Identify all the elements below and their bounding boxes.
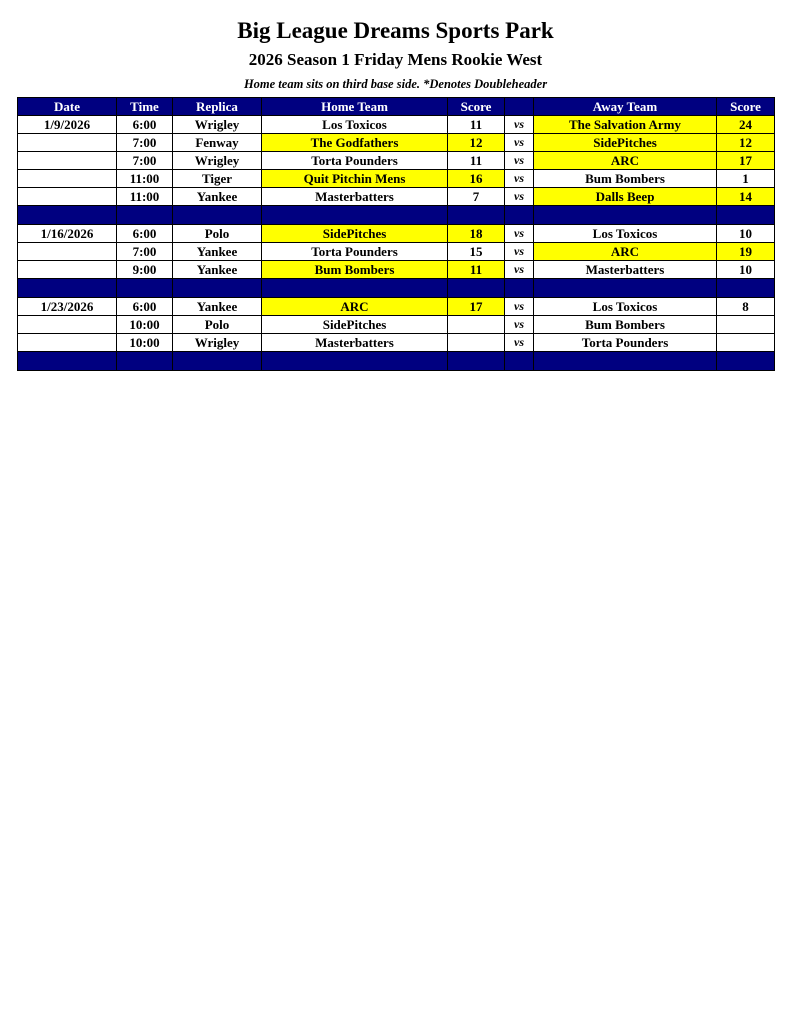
vs-cell: vs: [505, 243, 534, 261]
separator-cell: [18, 206, 117, 225]
table-row: [18, 170, 775, 188]
time-cell: 11:00: [117, 170, 173, 188]
date-cell: [18, 334, 117, 352]
table-row: [18, 116, 775, 134]
away-score-cell: 24: [717, 116, 775, 134]
schedule-table: [17, 97, 775, 371]
separator-cell: [448, 352, 505, 371]
away-team-cell: Los Toxicos: [534, 298, 717, 316]
header-home-team: Home Team: [262, 98, 448, 116]
home-score-cell: 15: [448, 243, 505, 261]
time-cell: 11:00: [117, 188, 173, 206]
away-team-cell: SidePitches: [534, 134, 717, 152]
separator-cell: [505, 352, 534, 371]
header-time: Time: [117, 98, 173, 116]
home-team-cell: SidePitches: [262, 316, 448, 334]
separator-cell: [262, 352, 448, 371]
replica-cell: Fenway: [173, 134, 262, 152]
time-cell: 10:00: [117, 316, 173, 334]
page-title: Big League Dreams Sports Park: [237, 18, 554, 43]
week-separator-row: [18, 352, 775, 371]
week-separator-row: [18, 279, 775, 298]
replica-cell: Polo: [173, 225, 262, 243]
vs-cell: vs: [505, 188, 534, 206]
home-score-cell: 11: [448, 116, 505, 134]
home-score-cell: 18: [448, 225, 505, 243]
away-score-cell: [717, 316, 775, 334]
date-cell: 1/9/2026: [18, 116, 117, 134]
header-replica: Replica: [173, 98, 262, 116]
vs-cell: vs: [505, 334, 534, 352]
header-date: Date: [18, 98, 117, 116]
time-cell: 7:00: [117, 134, 173, 152]
separator-cell: [173, 352, 262, 371]
home-score-cell: 11: [448, 152, 505, 170]
away-score-cell: 19: [717, 243, 775, 261]
home-team-cell: Torta Pounders: [262, 152, 448, 170]
header-vs: [505, 98, 534, 116]
separator-cell: [18, 352, 117, 371]
separator-cell: [717, 279, 775, 298]
schedule-note: Home team sits on third base side. *Denotes Doubleheader: [243, 77, 548, 91]
replica-cell: Wrigley: [173, 334, 262, 352]
home-score-cell: [448, 334, 505, 352]
separator-cell: [117, 352, 173, 371]
vs-cell: vs: [505, 225, 534, 243]
date-cell: [18, 261, 117, 279]
time-cell: 10:00: [117, 334, 173, 352]
away-team-cell: ARC: [534, 243, 717, 261]
date-cell: 1/16/2026: [18, 225, 117, 243]
page-subtitle: 2026 Season 1 Friday Mens Rookie West: [248, 50, 543, 69]
separator-cell: [534, 352, 717, 371]
home-score-cell: [448, 316, 505, 334]
table-row: [18, 188, 775, 206]
home-score-cell: 16: [448, 170, 505, 188]
table-row: [18, 243, 775, 261]
header-away-team: Away Team: [534, 98, 717, 116]
date-cell: [18, 316, 117, 334]
date-cell: [18, 152, 117, 170]
separator-cell: [505, 206, 534, 225]
away-team-cell: ARC: [534, 152, 717, 170]
time-cell: 7:00: [117, 243, 173, 261]
week-separator-row: [18, 206, 775, 225]
home-score-cell: 17: [448, 298, 505, 316]
header-home-score: Score: [448, 98, 505, 116]
separator-cell: [448, 279, 505, 298]
header-away-score: Score: [717, 98, 775, 116]
date-cell: 1/23/2026: [18, 298, 117, 316]
vs-cell: vs: [505, 261, 534, 279]
home-team-cell: Bum Bombers: [262, 261, 448, 279]
separator-cell: [262, 279, 448, 298]
time-cell: 9:00: [117, 261, 173, 279]
separator-cell: [173, 206, 262, 225]
home-team-cell: The Godfathers: [262, 134, 448, 152]
home-team-cell: Masterbatters: [262, 188, 448, 206]
away-score-cell: 8: [717, 298, 775, 316]
replica-cell: Polo: [173, 316, 262, 334]
away-team-cell: Torta Pounders: [534, 334, 717, 352]
home-team-cell: Masterbatters: [262, 334, 448, 352]
home-team-cell: ARC: [262, 298, 448, 316]
table-row: [18, 298, 775, 316]
separator-cell: [534, 279, 717, 298]
home-team-cell: Los Toxicos: [262, 116, 448, 134]
separator-cell: [18, 279, 117, 298]
separator-cell: [173, 279, 262, 298]
away-score-cell: 10: [717, 261, 775, 279]
replica-cell: Wrigley: [173, 152, 262, 170]
away-team-cell: The Salvation Army: [534, 116, 717, 134]
away-score-cell: 10: [717, 225, 775, 243]
date-cell: [18, 243, 117, 261]
replica-cell: Wrigley: [173, 116, 262, 134]
separator-cell: [448, 206, 505, 225]
table-row: [18, 261, 775, 279]
separator-cell: [117, 279, 173, 298]
time-cell: 6:00: [117, 225, 173, 243]
time-cell: 6:00: [117, 298, 173, 316]
vs-cell: vs: [505, 152, 534, 170]
vs-cell: vs: [505, 170, 534, 188]
separator-cell: [717, 352, 775, 371]
away-score-cell: 12: [717, 134, 775, 152]
vs-cell: vs: [505, 298, 534, 316]
home-team-cell: Quit Pitchin Mens: [262, 170, 448, 188]
home-score-cell: 7: [448, 188, 505, 206]
away-team-cell: Los Toxicos: [534, 225, 717, 243]
away-score-cell: 14: [717, 188, 775, 206]
separator-cell: [534, 206, 717, 225]
replica-cell: Tiger: [173, 170, 262, 188]
home-team-cell: Torta Pounders: [262, 243, 448, 261]
date-cell: [18, 170, 117, 188]
away-score-cell: [717, 334, 775, 352]
home-score-cell: 11: [448, 261, 505, 279]
away-team-cell: Masterbatters: [534, 261, 717, 279]
table-row: [18, 316, 775, 334]
time-cell: 7:00: [117, 152, 173, 170]
vs-cell: vs: [505, 116, 534, 134]
table-row: [18, 152, 775, 170]
separator-cell: [117, 206, 173, 225]
away-team-cell: Bum Bombers: [534, 170, 717, 188]
replica-cell: Yankee: [173, 261, 262, 279]
away-team-cell: Dalls Beep: [534, 188, 717, 206]
away-score-cell: 17: [717, 152, 775, 170]
table-row: [18, 134, 775, 152]
away-score-cell: 1: [717, 170, 775, 188]
vs-cell: vs: [505, 134, 534, 152]
date-cell: [18, 188, 117, 206]
separator-cell: [262, 206, 448, 225]
table-row: [18, 334, 775, 352]
replica-cell: Yankee: [173, 298, 262, 316]
replica-cell: Yankee: [173, 243, 262, 261]
time-cell: 6:00: [117, 116, 173, 134]
away-team-cell: Bum Bombers: [534, 316, 717, 334]
separator-cell: [505, 279, 534, 298]
table-header-row: [18, 98, 775, 116]
vs-cell: vs: [505, 316, 534, 334]
home-team-cell: SidePitches: [262, 225, 448, 243]
date-cell: [18, 134, 117, 152]
table-row: [18, 225, 775, 243]
home-score-cell: 12: [448, 134, 505, 152]
replica-cell: Yankee: [173, 188, 262, 206]
separator-cell: [717, 206, 775, 225]
